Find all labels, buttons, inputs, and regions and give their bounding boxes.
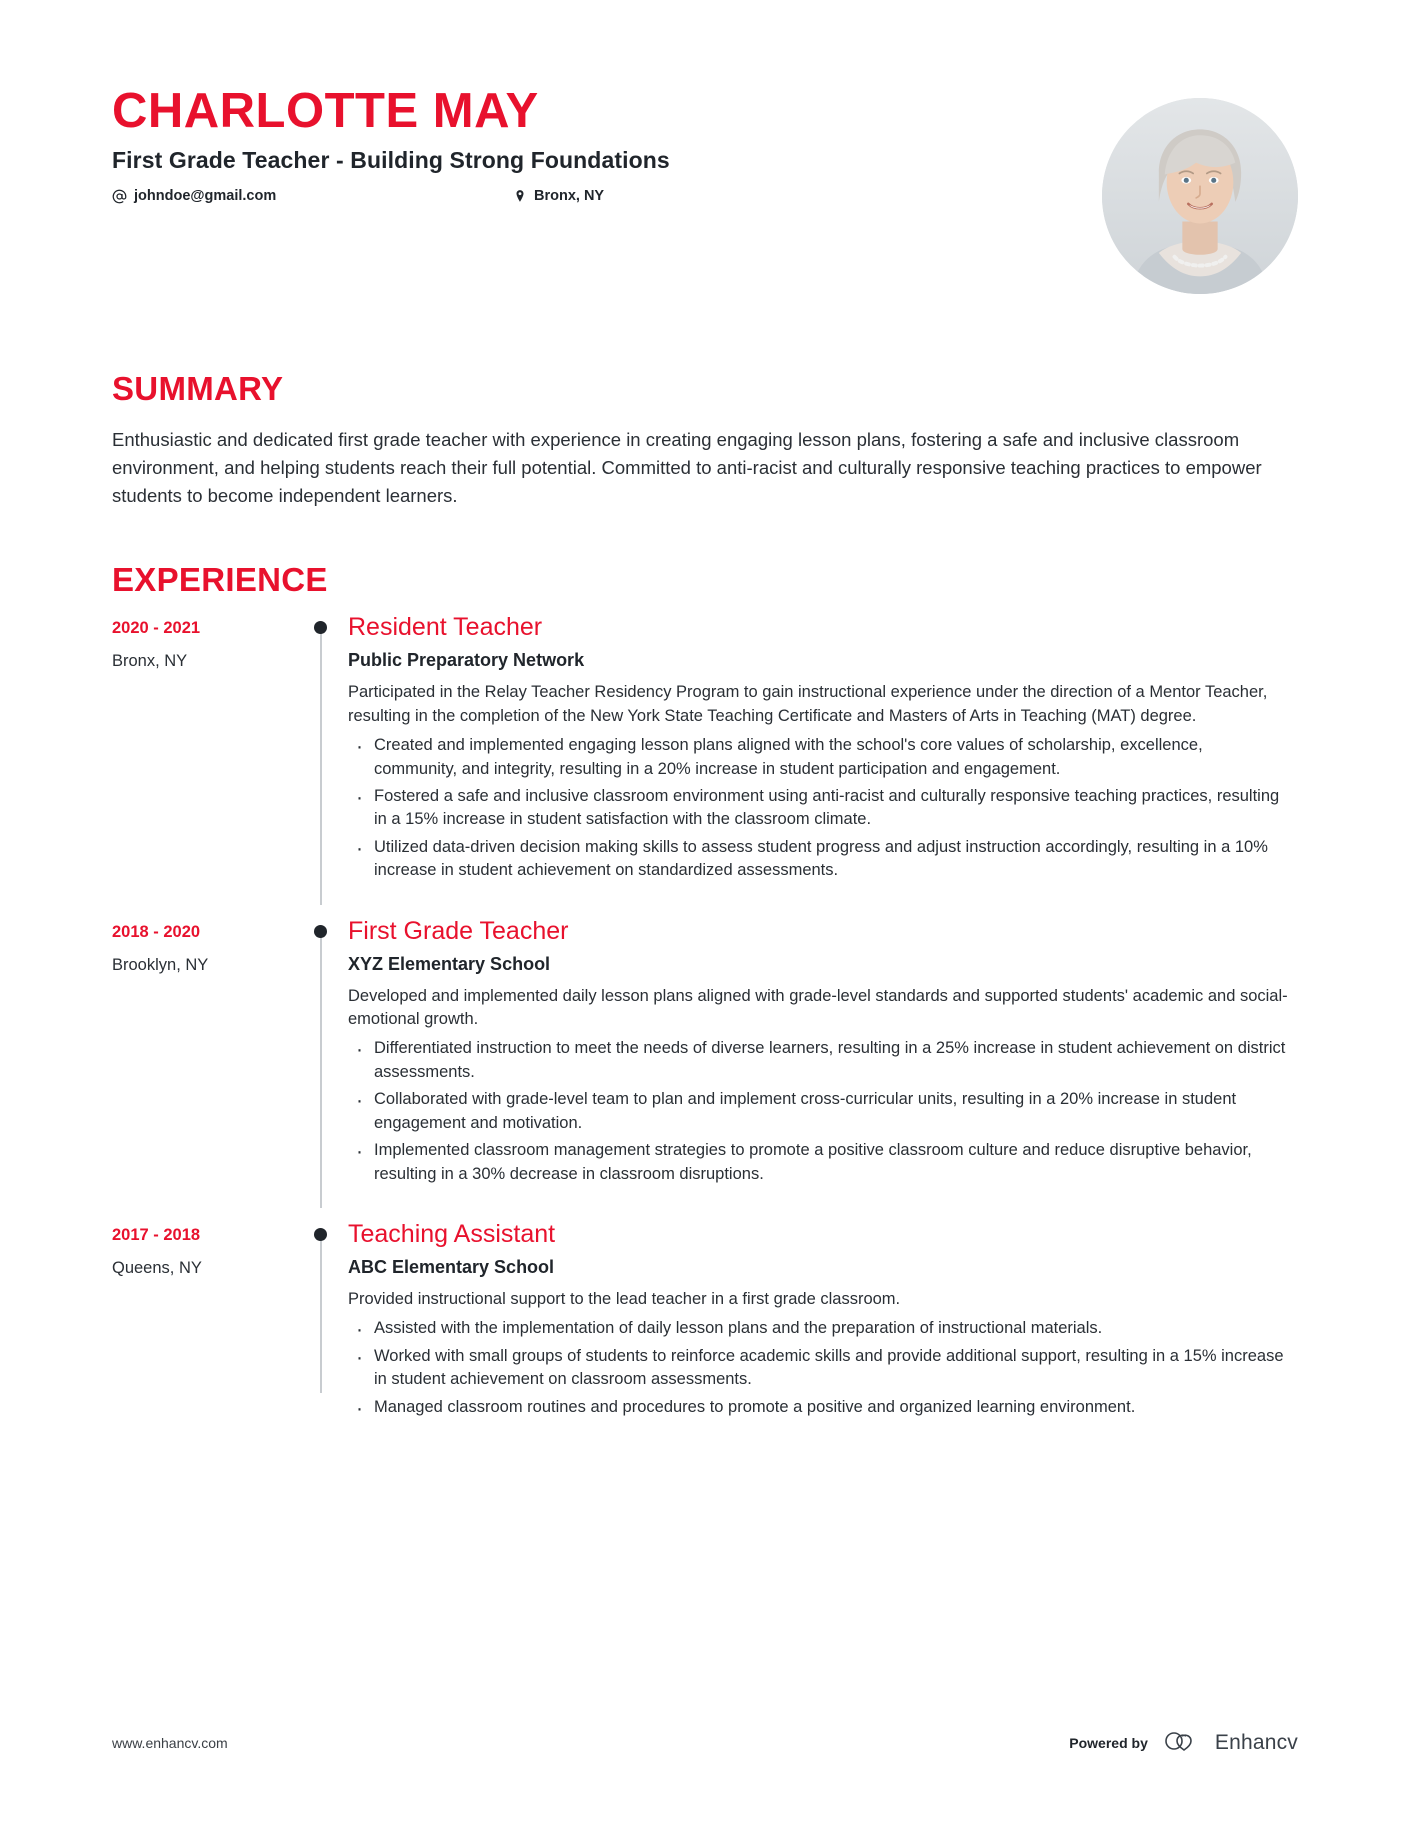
summary-text: Enthusiastic and dedicated first grade teacher with experience in creating engaging lesson plans, fostering a safe and inclusive classroom environment, and helping students reach their full potential. Committed to anti-racist and culturally responsive teaching practices to empower students to become independent learners. <box>112 429 1262 506</box>
experience-dates: 2020 - 2021 <box>112 619 201 638</box>
experience-location: Queens, NY <box>112 1259 202 1277</box>
experience-bullets <box>348 1317 1288 1419</box>
experience-location: Brooklyn, NY <box>112 955 209 974</box>
avatar-image <box>1102 98 1298 294</box>
footer-website[interactable]: www.enhancv.com <box>112 1734 228 1751</box>
experience-bullet: · Managed classroom routines and procedures to promote a positive and organized learning environment. <box>348 1396 1288 1419</box>
avatar <box>1102 98 1298 294</box>
experience-list <box>112 613 1298 1453</box>
experience-item <box>112 1220 1298 1453</box>
experience-role: Teaching Assistant <box>348 1220 556 1248</box>
timeline-line <box>320 1232 322 1393</box>
experience-bullet: · Worked with small groups of students to reinforce academic skills and provide additional support, resulting in a 15% increase in student achievement on classroom assessments. <box>348 1345 1288 1392</box>
experience-company: XYZ Elementary School <box>348 953 551 974</box>
experience-description: Participated in the Relay Teacher Residency Program to gain instructional experience under the direction of a Mentor Teacher, resulting in the completion of the New York State Teaching Certificate and Masters of Arts in Teaching (MAT) degree. <box>348 683 1268 725</box>
candidate-name: CHARLOTTE MAY <box>112 84 539 138</box>
resume-header <box>112 86 1298 326</box>
experience-item <box>112 917 1298 1220</box>
contact-email-text: johndoe@gmail.com <box>134 188 277 205</box>
experience-description: Developed and implemented daily lesson plans aligned with grade-level standards and supported students' academic and social-emotional growth. <box>348 986 1288 1029</box>
brand <box>1162 1729 1298 1756</box>
experience-bullet: · Fostered a safe and inclusive classroom environment using anti-racist and culturally responsive teaching practices, resulting in a 15% increase in student satisfaction with the classroom climate. <box>348 785 1288 832</box>
experience-item <box>112 613 1298 916</box>
experience-bullet: · Implemented classroom management strategies to promote a positive classroom culture and reduce disruptive behavior, resulting in a 30% decrease in classroom disruptions. <box>348 1139 1288 1186</box>
timeline-rail <box>308 1220 348 1423</box>
contact-email[interactable] <box>112 188 512 204</box>
experience-meta <box>112 613 308 886</box>
timeline-line <box>320 625 322 904</box>
experience-body <box>348 1220 1298 1423</box>
experience-bullet: · Utilized data-driven decision making skills to assess student progress and adjust instruction accordingly, resulting in a 10% increase in student achievement on standardized assessments. <box>348 836 1288 883</box>
contact-location <box>512 188 604 204</box>
at-sign-icon <box>112 189 127 204</box>
experience-role: Resident Teacher <box>348 613 543 642</box>
experience-body <box>348 613 1298 886</box>
experience-dates: 2017 - 2018 <box>112 1226 201 1244</box>
experience-bullet: · Assisted with the implementation of daily lesson plans and the preparation of instructional materials. <box>348 1317 1288 1340</box>
experience-section <box>112 561 1298 1453</box>
experience-role: First Grade Teacher <box>348 916 569 945</box>
experience-description: Provided instructional support to the lead teacher in a first grade classroom. <box>348 1290 901 1308</box>
experience-company: ABC Elementary School <box>348 1257 555 1277</box>
experience-section-title: EXPERIENCE <box>112 561 328 599</box>
page-footer <box>112 1729 1298 1756</box>
experience-body <box>348 917 1298 1190</box>
summary-section <box>112 370 1298 509</box>
contact-location-text: Bronx, NY <box>534 188 605 205</box>
enhancv-logo-icon <box>1162 1729 1206 1756</box>
timeline-dot-icon <box>314 621 327 634</box>
experience-bullets <box>348 1037 1288 1186</box>
experience-company: Public Preparatory Network <box>348 650 585 671</box>
powered-by-label: Powered by <box>1069 1734 1148 1751</box>
brand-name: Enhancv <box>1214 1730 1298 1754</box>
timeline-rail <box>308 613 348 886</box>
experience-location: Bronx, NY <box>112 652 188 671</box>
experience-meta <box>112 917 308 1190</box>
candidate-headline: First Grade Teacher - Building Strong Foundations <box>112 147 670 174</box>
timeline-rail <box>308 917 348 1190</box>
experience-bullet: · Created and implemented engaging lesson plans aligned with the school's core values of scholarship, excellence, community, and integrity, resulting in a 20% increase in student participation and engagement. <box>348 734 1288 781</box>
timeline-dot-icon <box>314 1228 327 1241</box>
experience-bullet: · Collaborated with grade-level team to plan and implement cross-curricular units, resulting in a 20% increase in student engagement and motivation. <box>348 1088 1288 1135</box>
summary-section-title: SUMMARY <box>112 370 284 407</box>
experience-dates: 2018 - 2020 <box>112 922 201 941</box>
experience-bullets <box>348 734 1288 883</box>
map-pin-icon <box>512 189 527 204</box>
timeline-dot-icon <box>314 925 327 938</box>
experience-bullet: · Differentiated instruction to meet the needs of diverse learners, resulting in a 25% increase in student achievement on district assessments. <box>348 1037 1288 1084</box>
timeline-line <box>320 929 322 1208</box>
experience-meta <box>112 1220 308 1423</box>
footer-branding <box>1069 1729 1298 1756</box>
